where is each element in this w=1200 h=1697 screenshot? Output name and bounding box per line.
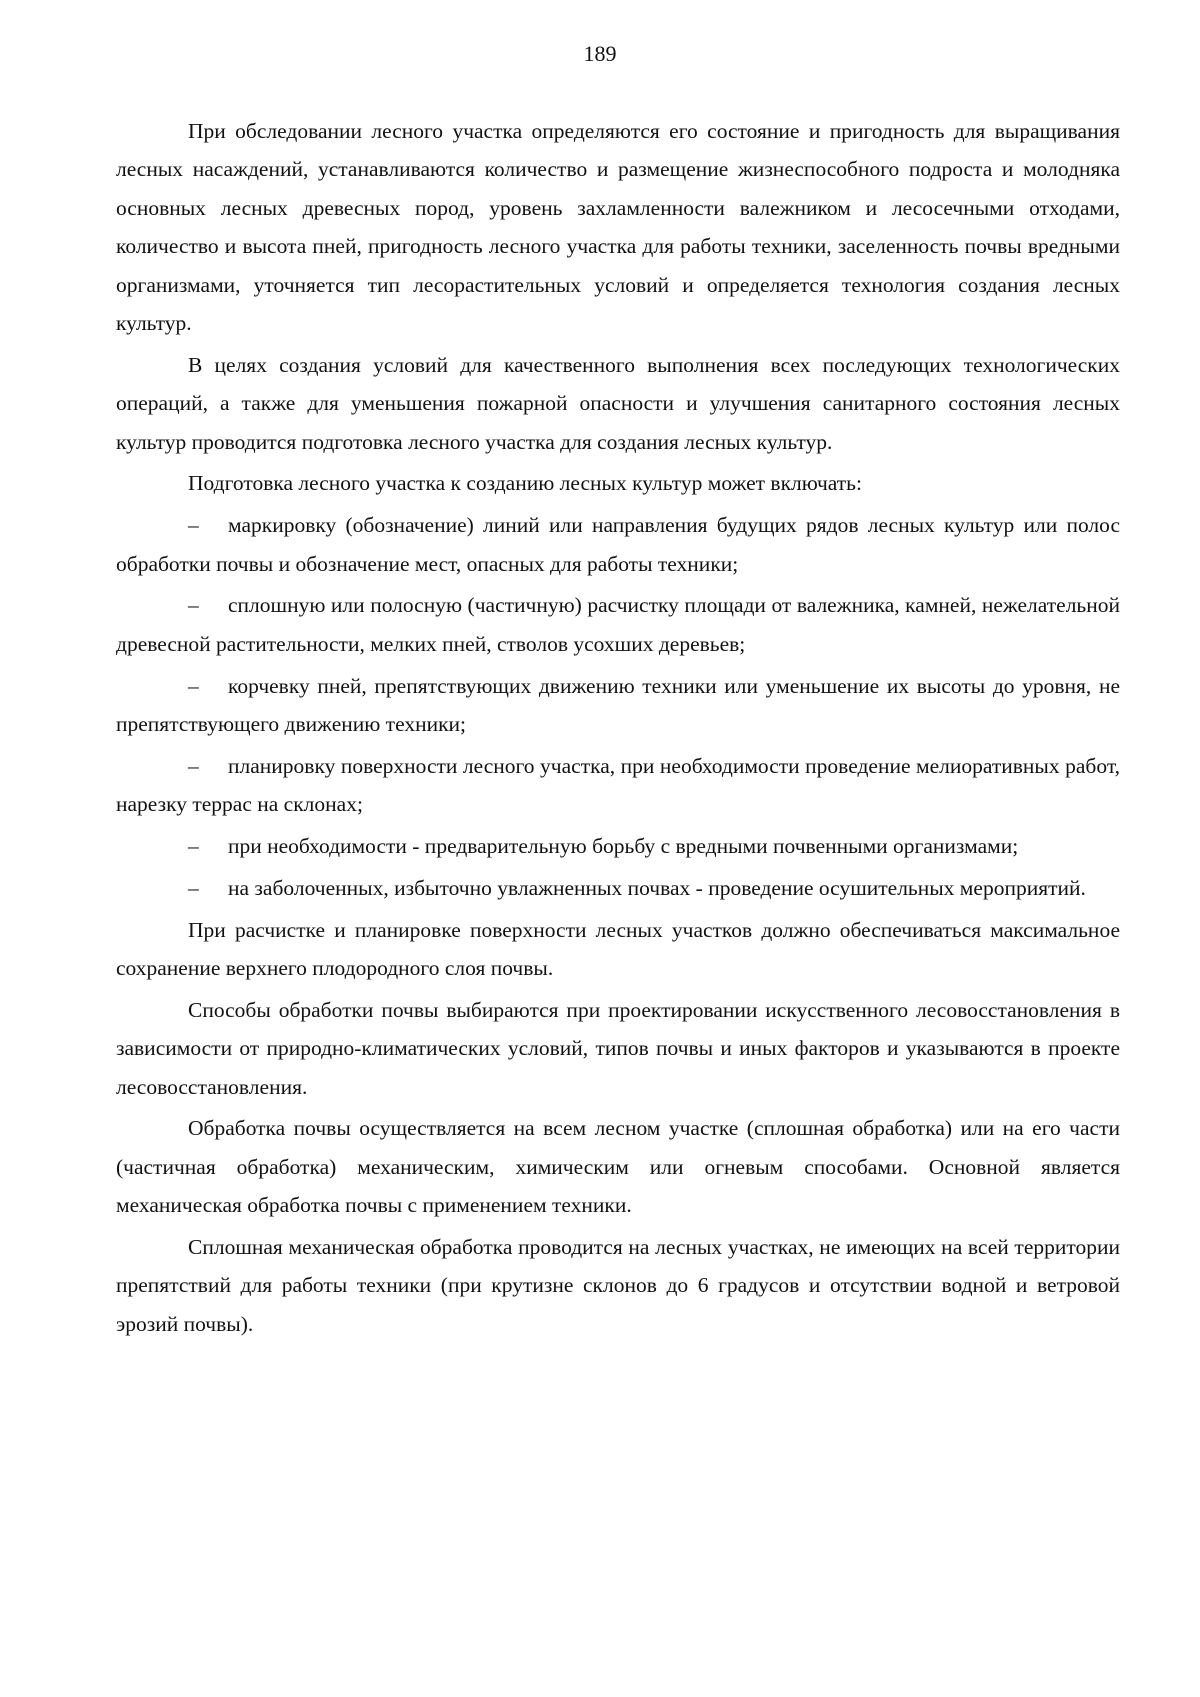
list-item-text: маркировку (обозначение) линий или направления будущих рядов лесных культур или полос обработки почвы и обозначение мест, опасных для работы техники;	[116, 513, 1120, 576]
paragraph: Подготовка лесного участка к созданию лесных культур может включать:	[188, 471, 862, 496]
paragraph: При расчистке и планировке поверхности лесных участков должно обеспечиваться максимальное сохранение верхнего плодородного слоя почвы.	[116, 917, 1120, 981]
list-item	[116, 869, 1120, 907]
paragraph: Способы обработки почвы выбираются при проектировании искусственного лесовосстановления в зависимости от природно-климатических условий, типов почвы и иных факторов и указываются в проекте лесовосстановления.	[116, 997, 1120, 1099]
list-item	[116, 586, 1120, 663]
list-dash: –	[188, 753, 199, 778]
list-dash: –	[188, 875, 199, 900]
list-item-text: планировку поверхности лесного участка, при необходимости проведение мелиоративных работ, нарезку террас на склонах;	[116, 753, 1120, 817]
page-number: 189	[583, 41, 617, 66]
list-item-text: корчевку пней, препятствующих движению техники или уменьшение их высоты до уровня, не препятствующего движению техники;	[116, 673, 1120, 737]
list-item-text: на заболоченных, избыточно увлажненных почвах - проведение осушительных мероприятий.	[228, 875, 1086, 900]
list-dash: –	[188, 593, 199, 618]
paragraph: В целях создания условий для качественного выполнения всех последующих технологических операций, а также для уменьшения пожарной опасности и улучшения санитарного состояния лесных культур проводится подготовка лесного участка для создания лесных культур.	[116, 352, 1120, 454]
paragraph: Сплошная механическая обработка проводится на лесных участках, не имеющих на всей территории препятствий для работы техники (при крутизне склонов до 6 градусов и отсутствии водной и ветровой эрозий почвы).	[116, 1235, 1120, 1336]
document-body	[116, 112, 1120, 1347]
list-item	[116, 827, 1120, 865]
paragraph: Обработка почвы осуществляется на всем лесном участке (сплошная обработка) или на его части (частичная обработка) механическим, химическим или огневым способами. Основной является механическая обработка почвы с применением техники.	[116, 1116, 1120, 1218]
list-dash: –	[188, 834, 199, 859]
list-dash: –	[188, 513, 199, 538]
list-item	[116, 667, 1120, 744]
list-dash: –	[188, 673, 199, 698]
list-item-text: сплошную или полосную (частичную) расчистку площади от валежника, камней, нежелательной древесной растительности, мелких пней, стволов усохших деревьев;	[116, 593, 1120, 656]
list-item	[116, 506, 1120, 583]
list-item-text: при необходимости - предварительную борьбу с вредными почвенными организмами;	[228, 834, 1019, 859]
paragraph: При обследовании лесного участка определяются его состояние и пригодность для выращивания лесных насаждений, устанавливаются количество и размещение жизнеспособного подроста и молодняка основных лесных древесных пород, уровень захламленности валежником и лесосечными отходами, количество и высота пней, пригодность лесного участка для работы техники, заселенность почвы вредными организмами, уточняется тип лесорастительных условий и определяется технология создания лесных культур.	[116, 119, 1120, 336]
list-item	[116, 747, 1120, 824]
